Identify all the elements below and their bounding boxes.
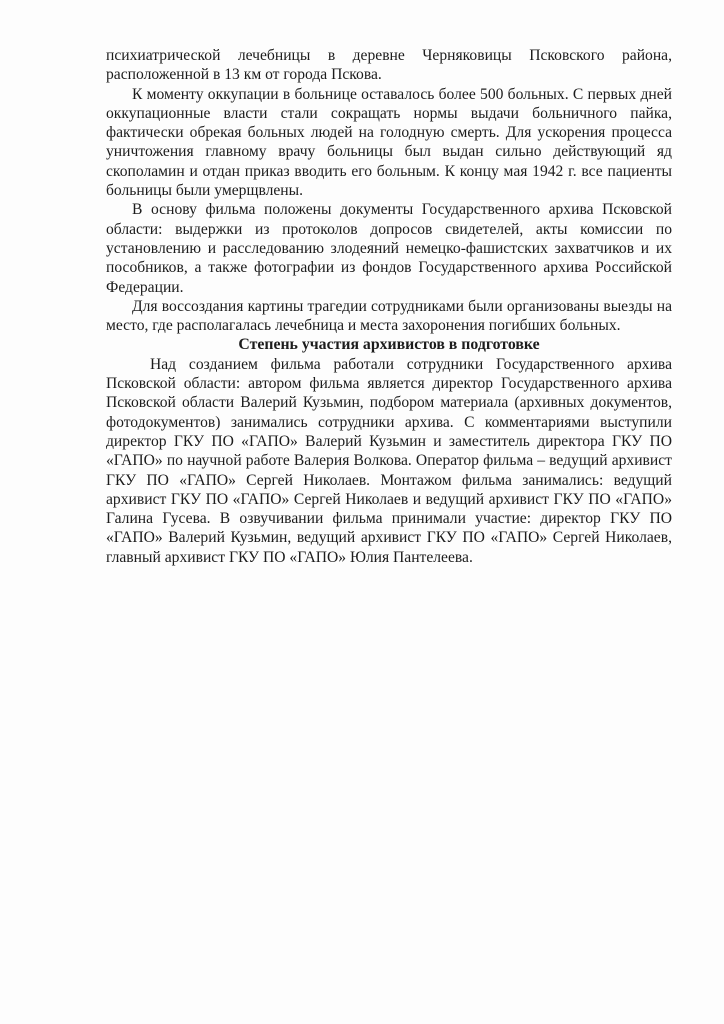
section-heading: Степень участия архивистов в подготовке — [238, 336, 540, 354]
paragraph-site-visits: Для воссоздания картины трагедии сотрудниками были организованы выезды на место, где располагалась лечебница и места захоронения погибших больных. — [106, 297, 672, 335]
paragraph-film-basis: В основу фильма положены документы Государственного архива Псковской области: выдержки из протоколов допросов свидетелей, акты комиссии по установлению и расследованию злодеяний немецко-фашистских захватчиков и их пособников, а также фотографии из фондов Государственного архива Российской Федерации. — [106, 201, 672, 296]
paragraph-archivists-participation: Над созданием фильма работали сотрудники Государственного архива Псковской области: автором фильма является директор Государственного архива Псковской области Валерий Кузьмин, подбором материала (архивных документов, фотодокументов) занимались сотрудники архива. С комментариями выступили директор ГКУ ПО «ГАПО» Валерий Кузьмин и заместитель директора ГКУ ПО «ГАПО» по научной работе Валерия Волкова. Оператор фильма – ведущий архивист ГКУ ПО «ГАПО» Сергей Николаев. Монтажом фильма занимались: ведущий архивист ГКУ ПО «ГАПО» Сергей Николаев и ведущий архивист ГКУ ПО «ГАПО» Галина Гусева. В озвучивании фильма принимали участие: директор ГКУ ПО «ГАПО» Валерий Кузьмин, ведущий архивист ГКУ ПО «ГАПО» Сергей Николаев, главный архивист ГКУ ПО «ГАПО» Юлия Пантелеева. — [106, 355, 672, 566]
paragraph-occupation: К моменту оккупации в больнице оставалось более 500 больных. С первых дней оккупационные власти стали сокращать нормы выдачи больничного пайка, фактически обрекая больных людей на голодную смерть. Для ускорения процесса уничтожения главному врачу больницы был выдан сильно действующий яд скополамин и отдан приказ вводить его больным. К концу мая 1942 г. все пациенты больницы были умерщвлены. — [106, 85, 672, 200]
paragraph-continuation: психиатрической лечебницы в деревне Черняковицы Псковского района, расположенной в 13 км от города Пскова. — [106, 47, 672, 84]
document-body — [106, 46, 672, 567]
